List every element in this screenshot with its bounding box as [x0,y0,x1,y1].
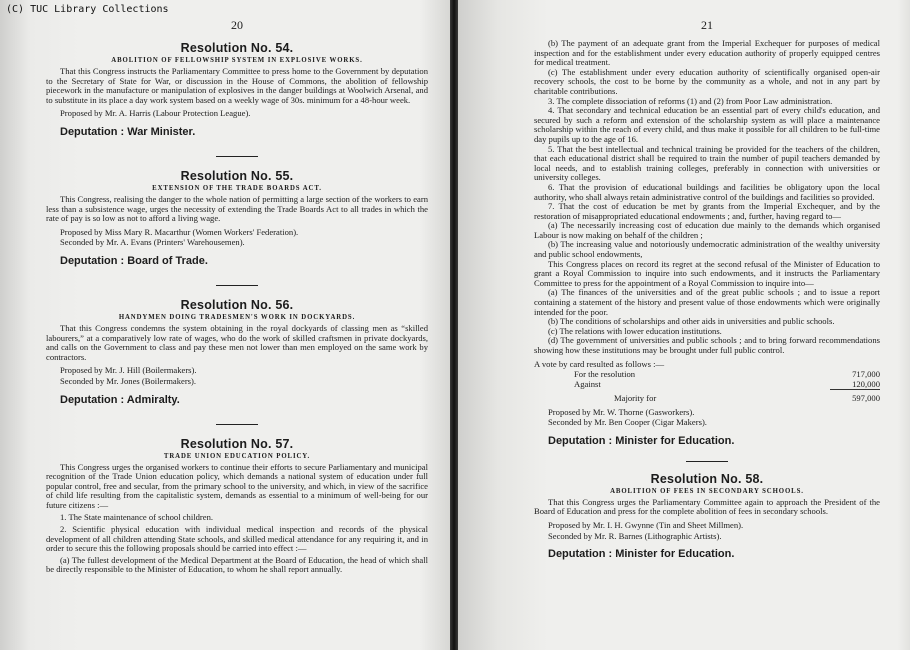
deputation: Deputation : War Minister. [60,125,196,138]
vote-intro: A vote by card resulted as follows :— [534,358,665,369]
proposer: Proposed by Mr. A. Harris (Labour Protection League). [60,108,251,119]
resolution-57-continued [534,39,880,447]
list-item: (c) The establishment under every education authority of scientifically organised open-air recovery schools, the cost to be borne by the community as a whole, and not in any part by charitable contributions. [534,66,880,96]
resolution-subtitle: ABOLITION OF FEES IN SECONDARY SCHOOLS. [610,487,804,495]
list-item: This Congress places on record its regret at the second refusal of the Minister of Education to grant a Royal Commission to inquire into such endowments, and it instructs the Parliamentary Committee to press for the appointment of a Royal Commission to inquire into— [534,258,880,288]
list-item: 5. That the best intellectual and technical training be provided for the teachers of the children, that each educational district shall be required to train the number of pupil teachers demanded by local needs, and to establish training colleges, preferably in connection with universities or university colleges. [534,143,880,183]
resolution-title: Resolution No. 54. [180,41,294,55]
deputation: Deputation : Board of Trade. [60,254,208,267]
vote-majority-value: 597,000 [852,392,880,403]
resolution-text: That this Congress urges the Parliamentary Committee again to approach the President of the Board of Education and press for the complete abolition of fees in secondary schools. [534,496,880,517]
divider [686,461,728,462]
vote-majority-label: Majority for [614,392,657,403]
vote-against-label: Against [574,378,601,389]
divider [216,424,258,425]
resolution-title: Resolution No. 55. [180,168,294,183]
list-item: (d) The government of universities and public schools ; and to bring forward recommendations showing how these institutions may be brought under full public control. [534,335,880,355]
resolution-title: Resolution No. 57. [180,436,294,451]
list-item: 3. The complete dissociation of reforms (1) and (2) from Poor Law administration. [548,95,833,106]
book-gutter [450,0,458,650]
seconder: Seconded by Mr. A. Evans (Printers' Warehousemen). [60,237,245,248]
resolution-text: That this Congress instructs the Parliamentary Committee to press home to the Government by deputation to the Secretary of State for War, or discussion in the House of Commons, the abolition of fellowship piecework in the manufacture or manipulation of explosives in the danger buildings at Woolwich Arsenal, and to substitute in its place a day work system based on a weekly wage of 30s. minimum for a 48-hour week. [46,66,428,105]
vote-for-row [534,369,880,379]
vote-against-row [534,379,880,390]
list-item: (b) The payment of an adequate grant from the Imperial Exchequer for purposes of medical inspection and for the establishment under every education authority of properly equipped centres for medical treatment. [534,38,880,68]
deputation: Deputation : Minister for Education. [548,548,735,561]
list-item: (b) The increasing value and notoriously undemocratic administration of the wealthy university and public school endowments, [534,239,880,260]
seconder: Seconded by Mr. Jones (Boilermakers). [60,375,197,386]
page-number: 20 [231,18,243,32]
vote-for-value: 717,000 [852,368,880,379]
resolution-58 [534,472,880,560]
resolution-57 [46,437,428,576]
list-item: 1. The State maintenance of school children. [60,512,214,523]
resolution-54 [46,41,428,138]
resolution-text: That this Congress condemns the system obtaining in the royal dockyards of classing men as “skilled labourers,” at a comparatively low rate of wages, who do the work of skilled craftsmen in private dockyards, and calls on the Government to class and pay these men not lower than men employed on the same work by contractors. [46,322,428,362]
deputation: Deputation : Minister for Education. [548,434,735,447]
resolution-title: Resolution No. 58. [650,471,764,486]
list-item: 6. That the provision of educational buildings and facilities be obligatory upon the local authority, who shall always retain administrative control of the buildings and facilities so provided. [534,181,880,202]
list-item: (c) The relations with lower education institutions. [548,325,722,336]
proposer: Proposed by Mr. J. Hill (Boilermakers). [60,365,197,376]
proposer: Proposed by Mr. W. Thorne (Gasworkers). [548,406,695,417]
vote-majority-row [534,393,880,403]
resolution-subtitle: EXTENSION OF THE TRADE BOARDS ACT. [152,184,322,192]
seconder: Seconded by Mr. Ben Cooper (Cigar Makers). [548,417,707,428]
proposer: Proposed by Miss Mary R. Macarthur (Women Workers' Federation). [60,226,299,237]
page-number: 21 [701,18,713,32]
left-page [0,0,450,650]
list-item: (b) The conditions of scholarships and other aids in universities and public schools. [548,316,835,327]
proposer: Proposed by Mr. I. H. Gwynne (Tin and Sheet Millmen). [548,519,744,530]
resolution-text: This Congress urges the organised workers to continue their efforts to secure Parliamentary and municipal recognition of the Trade Union education policy, which demands a national system of education under full popular control, free and secular, from the primary school to the university, and which, in view of the sacrifice of child life resulting from the capitalistic system, demands as essential to a minimum of well-being for our future citizens :— [46,461,428,510]
list-item: (a) The finances of the universities and of the great public schools ; and to issue a report containing a statement of the history and present value of those endowments which were originally intended for the poor. [534,287,880,317]
resolution-title: Resolution No. 56. [180,297,294,312]
seconder: Seconded by Mr. R. Barnes (Lithographic Artists). [548,530,722,541]
vote-against-value: 120,000 [830,379,880,390]
list-item: (a) The necessarily increasing cost of education due mainly to the demands which organised Labour is now making on behalf of the children ; [534,220,880,240]
deputation: Deputation : Admiralty. [60,393,180,406]
list-item: 7. That the cost of education be met by grants from the Imperial Exchequer, and by the restoration of misappropriated educational endowments ; and, further, having regard to— [534,201,880,221]
resolution-55 [46,169,428,267]
right-page [458,0,910,650]
list-item: (a) The fullest development of the Medical Department at the Board of Education, the head of which shall be directly responsible to the Minister of Education, to whom he shall report annually. [46,554,428,575]
list-item: 4. That secondary and technical education be an essential part of every child's education, and secured by such a reform and extension of the scholarship system as will place a maintenance scholarship within the reach of every child, and thus make it possible for all children to be full-time day pupils up to the age of 16. [534,105,880,144]
vote-for-label: For the resolution [574,368,636,379]
resolution-56 [46,298,428,406]
resolution-text: This Congress, realising the danger to the whole nation of permitting a large section of the workers to earn less than a subsistence wage, urges the necessity of extending the Trade Boards Act to all trades in which the rate of pay is so low as not to afford a living wage. [46,193,428,224]
resolution-subtitle: ABOLITION OF FELLOWSHIP SYSTEM IN EXPLOSIVE WORKS. [111,57,363,64]
resolution-subtitle: HANDYMEN DOING TRADESMEN'S WORK IN DOCKYARDS. [118,313,356,321]
watermark: (C) TUC Library Collections [6,4,169,15]
divider [216,285,258,286]
list-item: 2. Scientific physical education with individual medical inspection and records of the physical development of all children attending State schools, and skilled medical attendance for any requiring it, and in order to secure this the following proposals should be carried into effect :— [46,524,428,554]
resolution-subtitle: TRADE UNION EDUCATION POLICY. [163,452,311,460]
divider [216,156,258,157]
